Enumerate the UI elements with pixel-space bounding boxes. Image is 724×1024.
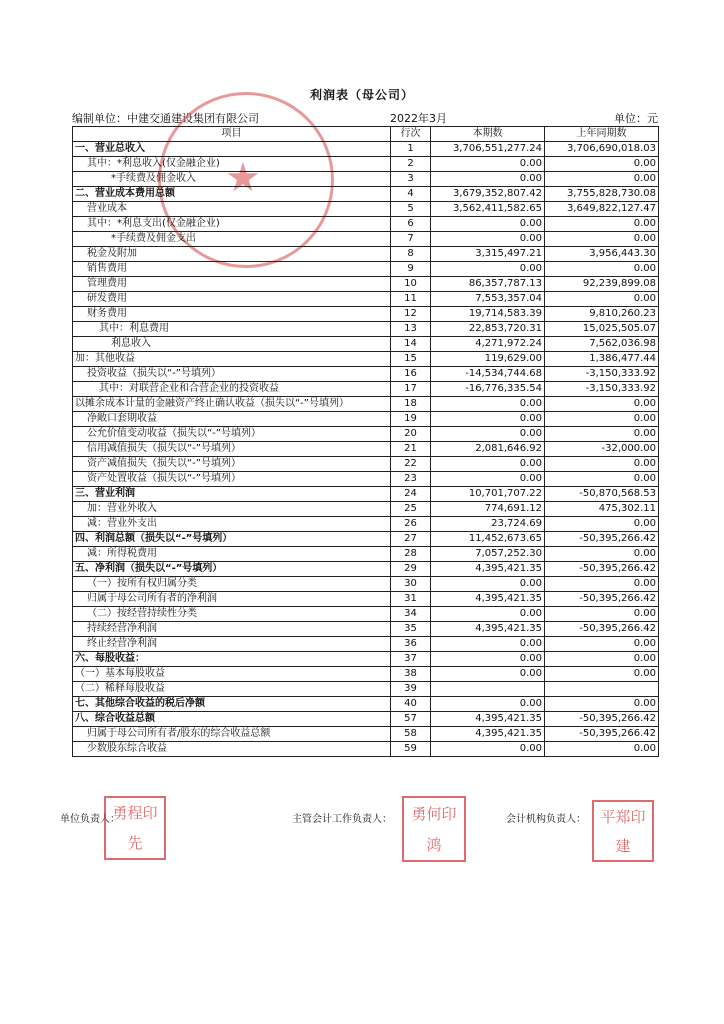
table-row [73,202,659,217]
table-row [73,247,659,262]
row-prior-amount: -50,395,266.42 [545,622,659,637]
row-label: 其中：*利息支出(仅金融企业) [73,217,391,232]
table-row [73,172,659,187]
table-row [73,502,659,517]
row-line-number: 11 [391,292,431,307]
table-row [73,592,659,607]
row-current-amount: 2,081,646.92 [431,442,545,457]
row-line-number: 58 [391,727,431,742]
row-label: *手续费及佣金收入 [73,172,391,187]
table-row [73,277,659,292]
table-row [73,232,659,247]
row-label: 少数股东综合收益 [73,742,391,757]
table-row [73,427,659,442]
row-prior-amount: 0.00 [545,292,659,307]
row-prior-amount: -50,395,266.42 [545,562,659,577]
col-header-prior: 上年同期数 [545,127,659,142]
income-statement-table [72,126,659,757]
table-row [73,157,659,172]
row-label: 终止经营净利润 [73,637,391,652]
row-line-number: 14 [391,337,431,352]
row-line-number: 7 [391,232,431,247]
row-line-number: 17 [391,382,431,397]
table-row [73,727,659,742]
row-current-amount: 4,395,421.35 [431,622,545,637]
row-current-amount: 3,679,352,807.42 [431,187,545,202]
seal-accounting-head [402,796,466,862]
row-current-amount: 11,452,673.65 [431,532,545,547]
table-row [73,262,659,277]
row-prior-amount: 0.00 [545,637,659,652]
table-row [73,637,659,652]
row-current-amount: 7,057,252.30 [431,547,545,562]
row-prior-amount: -32,000.00 [545,442,659,457]
row-label: （一）按所有权归属分类 [73,577,391,592]
report-meta [72,110,658,126]
row-prior-amount: 3,649,822,127.47 [545,202,659,217]
row-label: 减：所得税费用 [73,547,391,562]
row-line-number: 34 [391,607,431,622]
row-prior-amount: 15,025,505.07 [545,322,659,337]
row-current-amount: 4,395,421.35 [431,562,545,577]
row-label: （一）基本每股收益 [73,667,391,682]
row-current-amount: 86,357,787.13 [431,277,545,292]
row-current-amount: 0.00 [431,412,545,427]
row-prior-amount: -50,395,266.42 [545,712,659,727]
row-current-amount: 0.00 [431,172,545,187]
table-row [73,187,659,202]
row-prior-amount: 0.00 [545,667,659,682]
row-label: 加：其他收益 [73,352,391,367]
row-line-number: 37 [391,652,431,667]
row-current-amount: 19,714,583.39 [431,307,545,322]
row-current-amount: 0.00 [431,457,545,472]
row-prior-amount: 0.00 [545,577,659,592]
table-row [73,217,659,232]
row-current-amount: 0.00 [431,742,545,757]
table-row [73,142,659,157]
row-line-number: 8 [391,247,431,262]
row-prior-amount: 0.00 [545,412,659,427]
row-label: 资产处置收益（损失以“-”号填列） [73,472,391,487]
seal-char: 印 [142,804,158,822]
row-current-amount: 0.00 [431,232,545,247]
row-line-number: 10 [391,277,431,292]
row-line-number: 40 [391,697,431,712]
row-current-amount [431,682,545,697]
row-line-number: 4 [391,187,431,202]
row-prior-amount: -50,395,266.42 [545,727,659,742]
row-line-number: 13 [391,322,431,337]
row-prior-amount: 0.00 [545,607,659,622]
row-current-amount: 774,691.12 [431,502,545,517]
row-current-amount: 3,706,551,277.24 [431,142,545,157]
row-label: 财务费用 [73,307,391,322]
row-line-number: 2 [391,157,431,172]
row-label: 八、综合收益总额 [73,712,391,727]
row-line-number: 38 [391,667,431,682]
row-label: 营业成本 [73,202,391,217]
row-current-amount: 4,395,421.35 [431,727,545,742]
seal-char: 先 [127,834,143,852]
row-current-amount: 0.00 [431,157,545,172]
row-prior-amount: -3,150,333.92 [545,367,659,382]
row-current-amount: 0.00 [431,667,545,682]
row-prior-amount: 7,562,036.98 [545,337,659,352]
table-row [73,352,659,367]
row-label: 减：营业外支出 [73,517,391,532]
table-row [73,457,659,472]
row-label: 资产减值损失（损失以“-”号填列） [73,457,391,472]
row-line-number: 6 [391,217,431,232]
row-line-number: 27 [391,532,431,547]
row-prior-amount: 3,706,690,018.03 [545,142,659,157]
row-current-amount: 23,724.69 [431,517,545,532]
row-label: 归属于母公司所有者/股东的综合收益总额 [73,727,391,742]
row-prior-amount: 0.00 [545,472,659,487]
row-label: 四、利润总额（损失以“-”号填列） [73,532,391,547]
row-current-amount: 0.00 [431,577,545,592]
seal-star-icon: ★ [225,155,261,201]
row-label: 利息收入 [73,337,391,352]
row-label: 其中：对联营企业和合营企业的投资收益 [73,382,391,397]
row-current-amount: 0.00 [431,652,545,667]
row-prior-amount: 0.00 [545,157,659,172]
row-current-amount: -16,776,335.54 [431,382,545,397]
table-row [73,652,659,667]
row-prior-amount: -3,150,333.92 [545,382,659,397]
seal-unit-head [104,796,166,860]
table-row [73,472,659,487]
table-row [73,607,659,622]
row-label: （二）稀释每股收益 [73,682,391,697]
row-prior-amount: 1,386,477.44 [545,352,659,367]
row-line-number: 20 [391,427,431,442]
accounting-head-label: 主管会计工作负责人： [292,814,392,825]
row-label: 三、营业利润 [73,487,391,502]
row-label: 二、营业成本费用总额 [73,187,391,202]
seal-char: 勇 [411,804,427,823]
table-row [73,367,659,382]
table-row [73,337,659,352]
row-label: 信用减值损失（损失以“-”号填列） [73,442,391,457]
row-current-amount: -14,534,744.68 [431,367,545,382]
row-label: 其中：利息费用 [73,322,391,337]
currency-unit: 单位：元 [614,112,658,125]
table-row [73,667,659,682]
table-row [73,547,659,562]
table-row [73,397,659,412]
row-current-amount: 3,315,497.21 [431,247,545,262]
row-current-amount: 0.00 [431,397,545,412]
row-line-number: 24 [391,487,431,502]
table-row [73,697,659,712]
row-prior-amount: 0.00 [545,547,659,562]
row-current-amount: 0.00 [431,472,545,487]
row-label: 六、每股收益： [73,652,391,667]
row-current-amount: 10,701,707.22 [431,487,545,502]
row-line-number: 36 [391,637,431,652]
row-prior-amount: 475,302.11 [545,502,659,517]
seal-char: 建 [615,836,631,855]
col-header-line: 行次 [391,127,431,142]
row-line-number: 35 [391,622,431,637]
seal-char: 鸿 [426,835,442,854]
table-row [73,562,659,577]
row-line-number: 25 [391,502,431,517]
row-label: 销售费用 [73,262,391,277]
row-prior-amount: 0.00 [545,742,659,757]
table-row [73,412,659,427]
row-label: 公允价值变动收益（损失以“-”号填列） [73,427,391,442]
reporting-entity: 编制单位：中建交通建设集团有限公司 [72,112,259,125]
table-row [73,322,659,337]
row-prior-amount: 0.00 [545,217,659,232]
row-prior-amount: 92,239,899.08 [545,277,659,292]
row-prior-amount: 0.00 [545,517,659,532]
table-row [73,307,659,322]
table-row [73,487,659,502]
row-label: 五、净利润（损失以“-”号填列） [73,562,391,577]
row-line-number: 1 [391,142,431,157]
row-label: 投资收益（损失以“-”号填列） [73,367,391,382]
row-current-amount: 4,395,421.35 [431,712,545,727]
row-line-number: 9 [391,262,431,277]
row-current-amount: 0.00 [431,637,545,652]
seal-char: 印 [630,807,646,826]
table-row [73,292,659,307]
table-row [73,682,659,697]
col-header-item: 项目 [73,127,391,142]
row-prior-amount: -50,870,568.53 [545,487,659,502]
table-row [73,442,659,457]
row-prior-amount: 3,755,828,730.08 [545,187,659,202]
row-line-number: 18 [391,397,431,412]
row-label: 七、其他综合收益的税后净额 [73,697,391,712]
row-label: 税金及附加 [73,247,391,262]
table-row [73,532,659,547]
row-prior-amount: 3,956,443.30 [545,247,659,262]
row-line-number: 15 [391,352,431,367]
seal-char: 程 [127,804,143,822]
row-label: 管理费用 [73,277,391,292]
row-prior-amount: 9,810,260.23 [545,307,659,322]
seal-finance-head [592,800,654,862]
row-prior-amount: 0.00 [545,232,659,247]
row-prior-amount: -50,395,266.42 [545,592,659,607]
row-prior-amount: 0.00 [545,457,659,472]
table-row [73,712,659,727]
row-label: 一、营业总收入 [73,142,391,157]
row-current-amount: 3,562,411,582.65 [431,202,545,217]
page-title: 利润表（母公司） [309,88,414,102]
table-row [73,622,659,637]
row-label: *手续费及佣金支出 [73,232,391,247]
row-line-number: 21 [391,442,431,457]
row-prior-amount: 0.00 [545,427,659,442]
row-label: 持续经营净利润 [73,622,391,637]
row-current-amount: 4,271,972.24 [431,337,545,352]
row-label: （二）按经营持续性分类 [73,607,391,622]
seal-char: 平 [600,807,616,826]
row-current-amount: 0.00 [431,427,545,442]
row-prior-amount: 0.00 [545,397,659,412]
finance-head-label: 会计机构负责人： [506,814,586,825]
row-label: 净敞口套期收益 [73,412,391,427]
row-line-number: 28 [391,547,431,562]
row-current-amount: 0.00 [431,697,545,712]
row-line-number: 3 [391,172,431,187]
row-prior-amount: 0.00 [545,172,659,187]
row-prior-amount: -50,395,266.42 [545,532,659,547]
report-period: 2022年3月 [390,112,447,125]
row-label: 归属于母公司所有者的净利润 [73,592,391,607]
row-current-amount: 4,395,421.35 [431,592,545,607]
table-row [73,577,659,592]
col-header-current: 本期数 [431,127,545,142]
row-current-amount: 0.00 [431,262,545,277]
row-line-number: 23 [391,472,431,487]
row-line-number: 57 [391,712,431,727]
table-row [73,742,659,757]
seal-char: 郑 [615,807,631,826]
row-current-amount: 0.00 [431,607,545,622]
row-line-number: 29 [391,562,431,577]
seal-char: 何 [426,804,442,823]
row-line-number: 22 [391,457,431,472]
row-label: 研发费用 [73,292,391,307]
row-prior-amount: 0.00 [545,652,659,667]
row-current-amount: 22,853,720.31 [431,322,545,337]
row-current-amount: 119,629.00 [431,352,545,367]
row-current-amount: 0.00 [431,217,545,232]
row-line-number: 12 [391,307,431,322]
row-line-number: 26 [391,517,431,532]
row-line-number: 19 [391,412,431,427]
row-line-number: 31 [391,592,431,607]
row-line-number: 30 [391,577,431,592]
row-line-number: 5 [391,202,431,217]
row-line-number: 39 [391,682,431,697]
unit-head-label: 单位负责人： [60,814,120,825]
row-prior-amount [545,682,659,697]
row-current-amount: 7,553,357.04 [431,292,545,307]
seal-char: 勇 [112,804,128,822]
table-header-row [73,127,659,142]
table-row [73,382,659,397]
seal-char: 印 [441,804,457,823]
row-prior-amount: 0.00 [545,262,659,277]
row-label: 加：营业外收入 [73,502,391,517]
row-line-number: 59 [391,742,431,757]
row-prior-amount: 0.00 [545,697,659,712]
row-label: 以摊余成本计量的金融资产终止确认收益（损失以“-”号填列） [73,397,391,412]
row-line-number: 16 [391,367,431,382]
row-label: 其中：*利息收入(仅金融企业) [73,157,391,172]
table-row [73,517,659,532]
